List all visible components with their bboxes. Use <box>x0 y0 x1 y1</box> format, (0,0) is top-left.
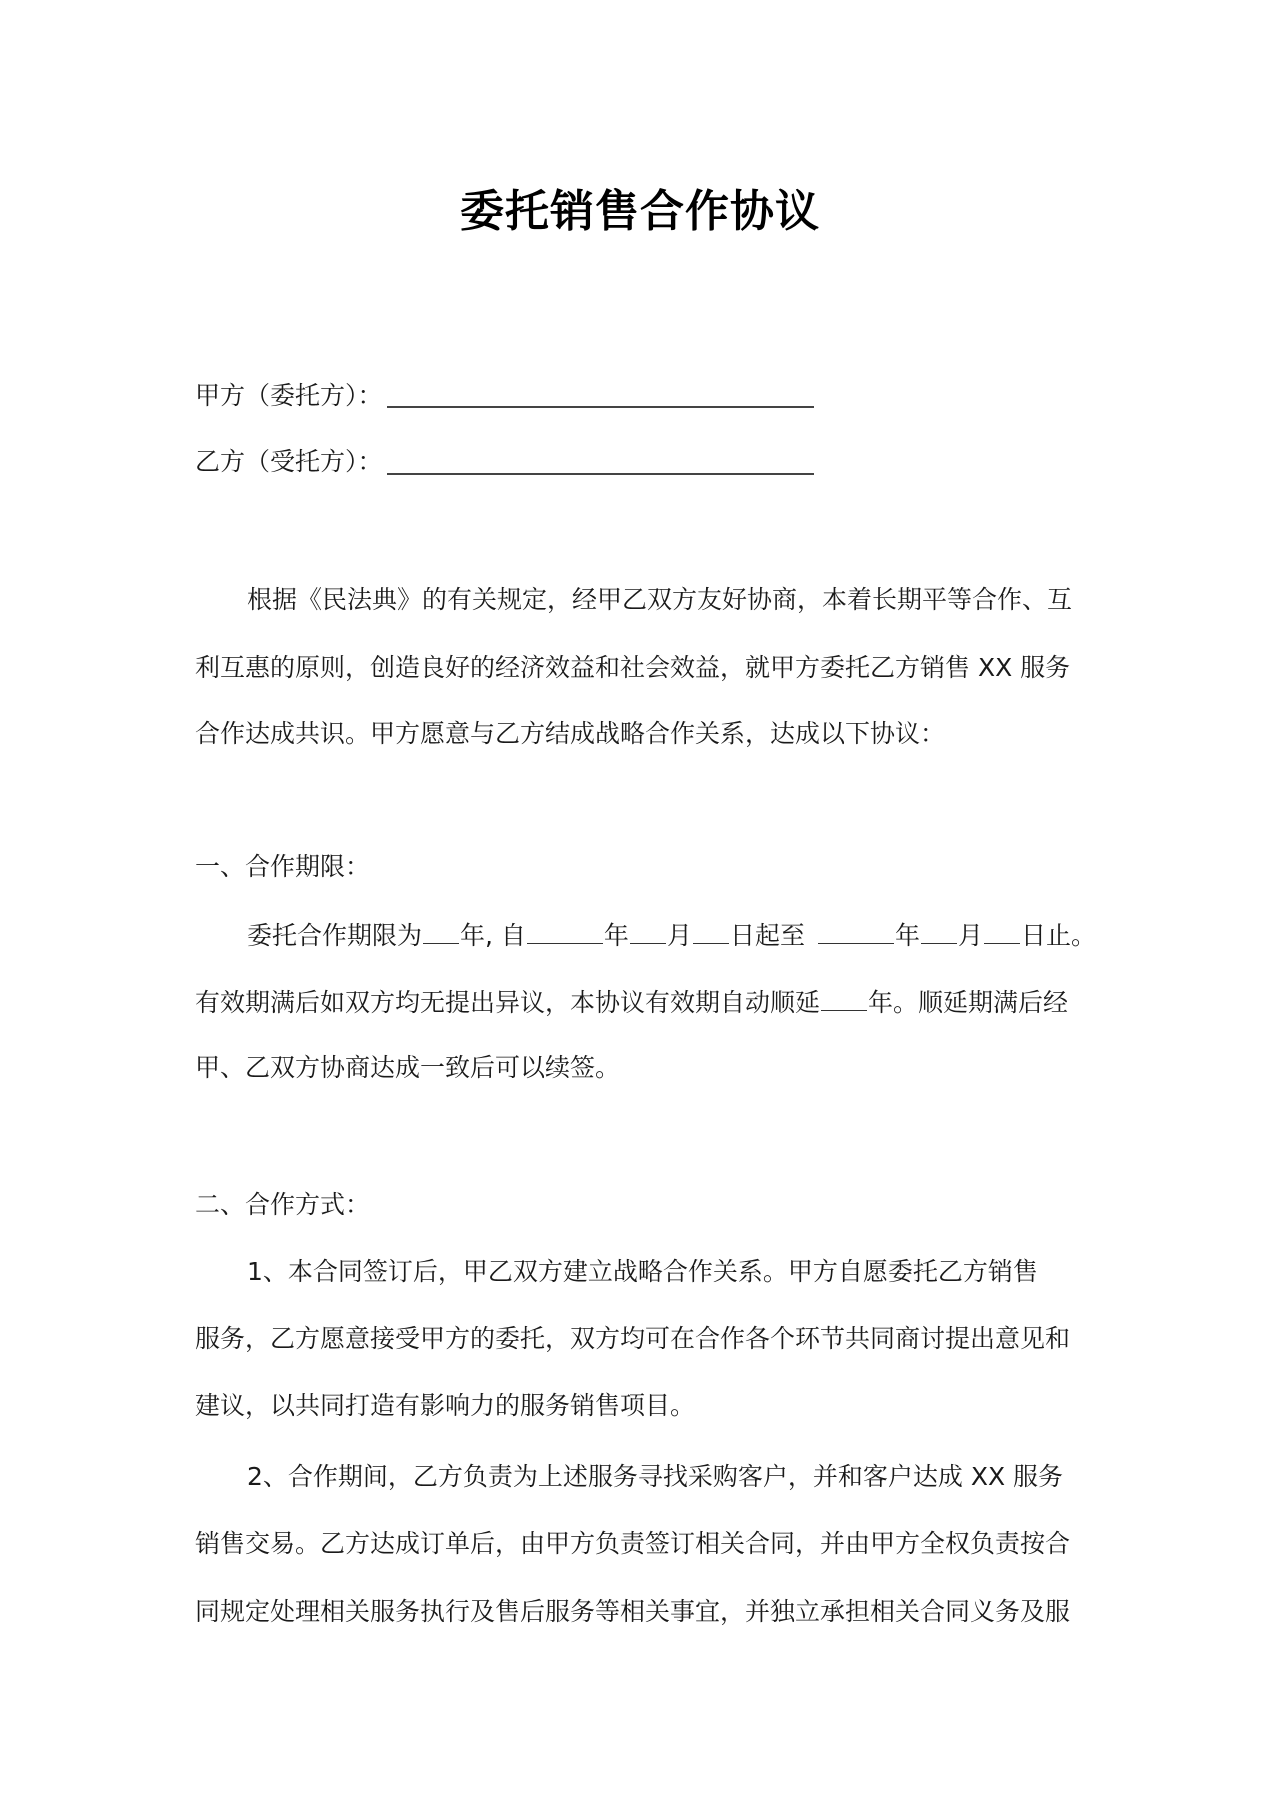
preamble-line-1: 根据《民法典》的有关规定，经甲乙双方友好协商，本着长期平等合作、互 <box>247 585 1073 614</box>
renewal-years-blank[interactable] <box>821 988 867 1011</box>
term-text-8: 日止。 <box>1021 921 1097 950</box>
party-b-label: 乙方（受托方）： <box>195 447 383 476</box>
start-day-blank[interactable] <box>693 921 729 944</box>
section-1-heading: 一、合作期限： <box>195 852 371 881</box>
term-text-5: 日起至 <box>729 921 805 950</box>
renewal-line <box>195 986 1095 1020</box>
party-a-row <box>195 379 383 413</box>
item-1-line-3: 建议，以共同打造有影响力的服务销售项目。 <box>195 1391 696 1420</box>
party-b-signature-line[interactable] <box>387 473 814 475</box>
term-text-2: 年, 自 <box>460 921 526 950</box>
preamble-line-2: 利互惠的原则，创造良好的经济效益和社会效益，就甲方委托乙方销售 XX 服务 <box>195 653 1071 682</box>
item-2-line-1: 2、合作期间，乙方负责为上述服务寻找采购客户，并和客户达成 XX 服务 <box>247 1462 1064 1491</box>
item-2-line-3: 同规定处理相关服务执行及售后服务等相关事宜，并独立承担相关合同义务及服 <box>195 1597 1071 1626</box>
item-1-line-2: 服务，乙方愿意接受甲方的委托，双方均可在合作各个环节共同商讨提出意见和 <box>195 1324 1071 1353</box>
end-day-blank[interactable] <box>984 921 1020 944</box>
term-text-4: 月 <box>666 921 692 950</box>
renewal-text-b: 年。顺延期满后经 <box>868 988 1069 1017</box>
party-a-label: 甲方（委托方）： <box>195 381 383 410</box>
term-line <box>195 919 1147 953</box>
term-text-3: 年 <box>603 921 629 950</box>
document-title: 委托销售合作协议 <box>460 186 820 237</box>
end-month-blank[interactable] <box>921 921 957 944</box>
item-1-line-1: 1、本合同签订后，甲乙双方建立战略合作关系。甲方自愿委托乙方销售 <box>247 1257 1038 1286</box>
preamble-line-3: 合作达成共识。甲方愿意与乙方结成战略合作关系，达成以下协议： <box>195 719 946 748</box>
term-text-7: 月 <box>957 921 983 950</box>
item-2-line-2: 销售交易。乙方达成订单后，由甲方负责签订相关合同，并由甲方全权负责按合 <box>195 1529 1071 1558</box>
term-years-blank[interactable] <box>423 921 459 944</box>
renewal-text-a: 有效期满后如双方均无提出异议，本协议有效期自动顺延 <box>195 988 821 1017</box>
party-a-signature-line[interactable] <box>387 406 814 408</box>
party-b-row <box>195 445 383 479</box>
start-year-blank[interactable] <box>527 921 603 944</box>
section-2-heading: 二、合作方式： <box>195 1190 371 1219</box>
start-month-blank[interactable] <box>630 921 666 944</box>
term-text-6: 年 <box>894 921 920 950</box>
end-year-blank[interactable] <box>818 921 894 944</box>
term-text-1: 委托合作期限为 <box>247 921 423 950</box>
section-1-line-3: 甲、乙双方协商达成一致后可以续签。 <box>195 1053 621 1082</box>
